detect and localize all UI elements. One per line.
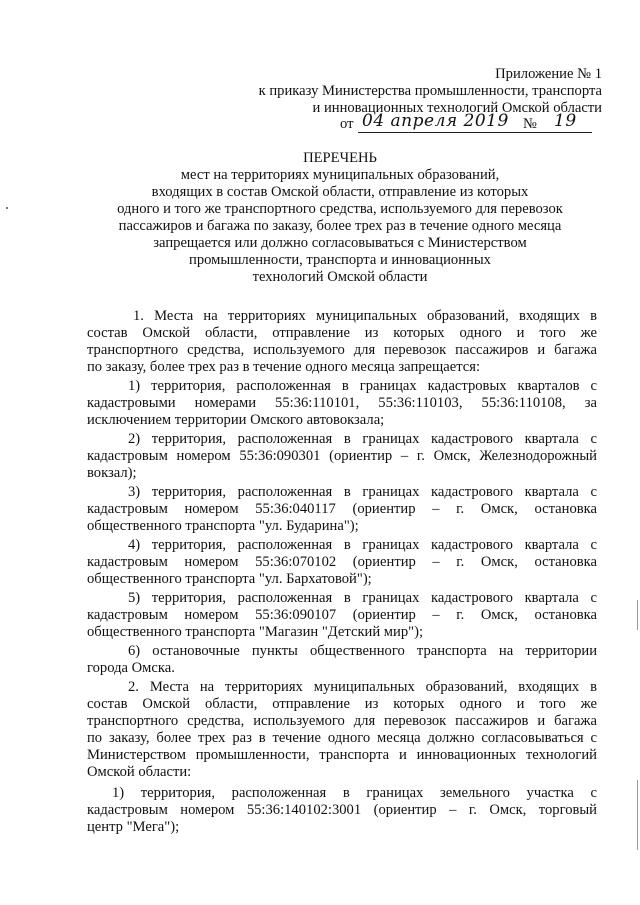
body-line: вокзал);	[87, 465, 137, 481]
order-date-line	[340, 113, 604, 135]
body-line: 3) территория, расположенная в границах кадастрового квартала с	[128, 484, 597, 500]
body-line: 5) территория, расположенная в границах кадастрового квартала с	[128, 590, 597, 606]
body-line: кадастровым номером 55:36:090301 (ориентир – г. Омск, Железнодорожный	[87, 448, 597, 464]
body-line: кадастровым номером 55:36:140102:3001 (ориентир – г. Омск, торговый	[87, 802, 597, 818]
ministry-line: и инновационных технологий Омской области	[312, 100, 602, 116]
scan-edge-line	[637, 600, 638, 630]
body-line: общественного транспорта "ул. Бударина");	[87, 518, 359, 534]
body-line: города Омска.	[87, 660, 175, 676]
scan-edge-line	[637, 780, 638, 850]
date-underline	[358, 132, 592, 133]
body-line: общественного транспорта "Магазин "Детский мир");	[87, 624, 424, 640]
number-sign: №	[523, 116, 537, 132]
title-line: промышленности, транспорта и инновационных	[189, 252, 491, 268]
body-line: 4) территория, расположенная в границах кадастрового квартала с	[128, 537, 597, 553]
body-line: состав Омской области, отправление из которых одного и того же	[87, 696, 597, 712]
title-line: запрещается или должно согласовываться с Министерством	[153, 235, 527, 251]
body-line: кадастровым номером 55:36:040117 (ориентир – г. Омск, остановка	[87, 501, 597, 517]
body-line: кадастровым номером 55:36:090107 (ориентир – г. Омск, остановка	[87, 607, 597, 623]
body-line: кадастровым номером 55:36:070102 (ориентир – г. Омск, остановка	[87, 554, 597, 570]
body-line: 6) остановочные пункты общественного транспорта на территории	[128, 643, 597, 659]
body-line: транспортного средства, используемого для перевозок пассажиров и багажа	[87, 713, 597, 729]
order-reference-line: к приказу Министерства промышленности, транспорта	[258, 83, 602, 99]
scan-speck	[6, 207, 8, 209]
handwritten-date: 04 апреля 2019	[362, 111, 509, 131]
title-line: мест на территориях муниципальных образований,	[180, 167, 500, 183]
title-line: одного и того же транспортного средства, используемого для перевозок	[117, 201, 563, 217]
body-line: 2. Места на территориях муниципальных образований, входящих в	[128, 679, 597, 695]
body-line: 1. Места на территориях муниципальных образований, входящих в	[133, 308, 597, 324]
body-line: транспортного средства, используемого для перевозок пассажиров и багажа	[87, 342, 597, 358]
body-line: кадастровыми номерами 55:36:110101, 55:36:110103, 55:36:110108, за	[87, 395, 597, 411]
body-line: по заказу, более трех раз в течение одного месяца запрещается:	[87, 359, 481, 375]
handwritten-number: 19	[554, 111, 577, 131]
title-line: технологий Омской области	[252, 269, 428, 285]
body-line: по заказу, более трех раз в течение одного месяца должно согласовываться с	[87, 730, 597, 746]
body-line: исключением территории Омского автовокзала;	[87, 412, 385, 428]
title-line: входящих в состав Омской области, отправление из которых	[151, 184, 529, 200]
body-line: общественного транспорта "ул. Бархатовой");	[87, 571, 372, 587]
title-line: пассажиров и багажа по заказу, более трех раз в течение одного месяца	[118, 218, 562, 234]
body-line: центр "Мега");	[87, 819, 180, 835]
body-line: Омской области:	[87, 764, 192, 780]
body-line: 1) территория, расположенная в границах земельного участка с	[112, 785, 597, 801]
body-line: состав Омской области, отправление из которых одного и того же	[87, 325, 597, 341]
body-line: 2) территория, расположенная в границах кадастрового квартала с	[128, 431, 597, 447]
body-line: Министерством промышленности, транспорта и инновационных технологий	[87, 747, 597, 763]
date-prefix: от	[340, 116, 354, 132]
appendix-label: Приложение № 1	[495, 66, 602, 82]
body-line: 1) территория, расположенная в границах кадастровых кварталов с	[128, 378, 597, 394]
document-title: ПЕРЕЧЕНЬ	[303, 150, 377, 166]
